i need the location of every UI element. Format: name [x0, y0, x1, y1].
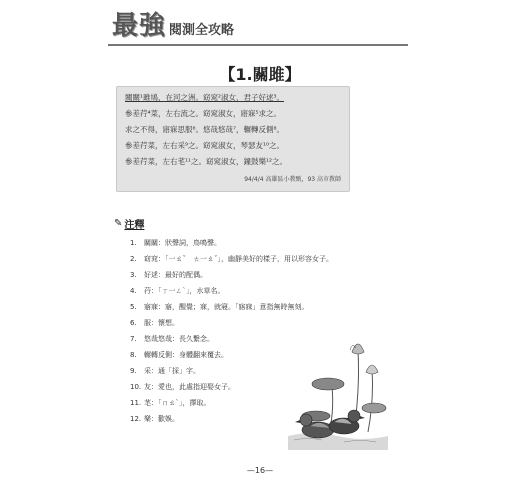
note-item — [130, 254, 333, 264]
header-rule — [108, 44, 408, 46]
note-number: 4. — [130, 287, 137, 295]
note-item — [130, 318, 179, 328]
note-text: 荇：「ㄒ一ㄥˋ」，水草名。 — [144, 287, 225, 295]
note-item — [130, 414, 179, 424]
header-brand: 最強 — [112, 11, 167, 41]
note-text: 樂：歡娛。 — [144, 415, 179, 423]
note-text: 友：愛也，此處指迎娶女子。 — [144, 383, 235, 391]
note-item — [130, 366, 200, 376]
note-item — [130, 382, 235, 392]
note-number: 12. — [130, 415, 142, 423]
note-text: 服：懷想。 — [144, 319, 179, 327]
note-text: 窈窕：「一ㄠˇ ㄊ一ㄠˇ」，幽靜美好的樣子，用以形容女子。 — [144, 255, 333, 263]
note-item — [130, 398, 211, 408]
note-number: 1. — [130, 239, 137, 247]
note-number: 5. — [130, 303, 137, 311]
book-header — [112, 8, 234, 42]
note-number: 11. — [130, 399, 142, 407]
notes-title: 注釋 — [124, 220, 145, 231]
notes-heading — [114, 216, 144, 231]
note-text: 悠哉悠哉：長久繫念。 — [144, 335, 214, 343]
mandarin-ducks-lotus-illustration — [288, 330, 388, 450]
poem-title: 【1.關雎】 — [219, 65, 301, 84]
header-subtitle: 閱測全攻略 — [169, 23, 235, 38]
note-text: 輾轉反側：身體翻來覆去。 — [144, 351, 228, 359]
poem-source: 94/4/4 高雄區小教甄，93 高市教師 — [244, 176, 341, 183]
poem-line: 參差荇⁴菜，左右流之。窈窕淑女，寤寐⁵求之。 — [125, 109, 282, 118]
note-number: 8. — [130, 351, 137, 359]
note-number: 7. — [130, 335, 137, 343]
note-text: 寤寐：寤，醒覺；寐，就寢。「寤寐」意指無時無刻。 — [144, 303, 309, 311]
note-item — [130, 302, 309, 312]
poem-line: 關關¹雎鳩，在河之洲。窈窕²淑女，君子好逑³。 — [125, 93, 285, 102]
note-number: 2. — [130, 255, 137, 263]
poem-line: 參差荇菜，左右采⁹之。窈窕淑女，琴瑟友¹⁰之。 — [125, 141, 285, 150]
pencil-icon: ✎ — [114, 218, 123, 229]
note-number: 10. — [130, 383, 142, 391]
note-text: 采：通「採」字。 — [144, 367, 200, 375]
note-number: 6. — [130, 319, 137, 327]
note-text: 關關：狀聲詞，鳥鳴聲。 — [144, 239, 221, 247]
poem-box — [116, 86, 350, 192]
note-item — [130, 270, 207, 280]
note-item — [130, 334, 214, 344]
poem-line: 求之不得，寤寐思服⁶。悠哉悠哉⁷，輾轉反側⁸。 — [125, 125, 285, 134]
note-number: 9. — [130, 367, 137, 375]
note-text: 芼：「ㄇㄠˋ」，擇取。 — [144, 399, 211, 407]
poem-line: 參差荇菜，左右芼¹¹之。窈窕淑女，鐘鼓樂¹²之。 — [125, 157, 288, 166]
note-item — [130, 286, 225, 296]
note-number: 3. — [130, 271, 137, 279]
note-item — [130, 350, 228, 360]
page-number: —16— — [246, 466, 274, 475]
note-item — [130, 238, 221, 248]
note-text: 好逑：最好的配偶。 — [144, 271, 207, 279]
